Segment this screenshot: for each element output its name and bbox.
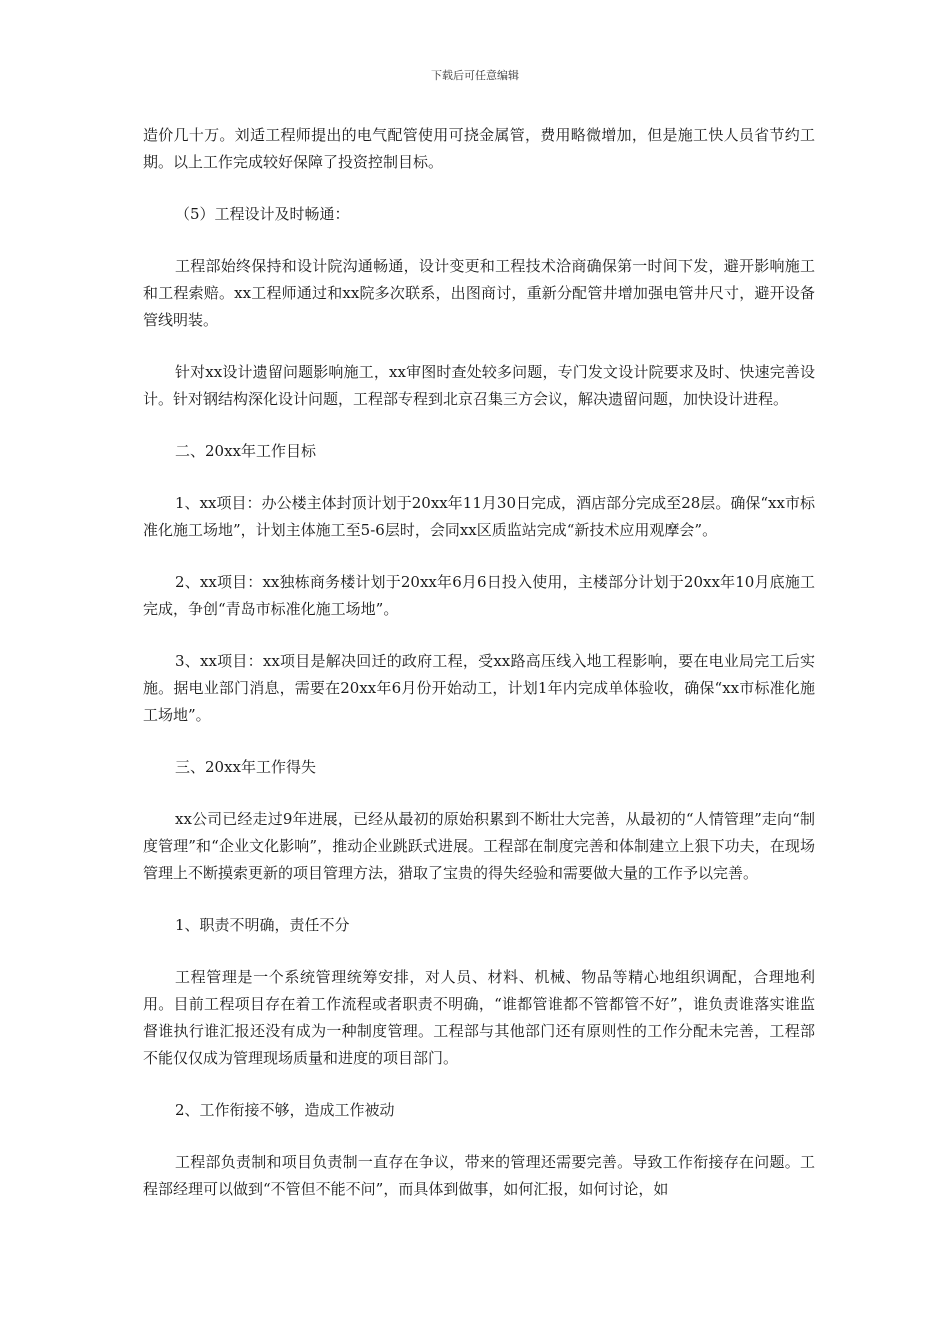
section-heading: 三、20xx年工作得失	[175, 758, 317, 776]
subheading: 1、职责不明确，责任不分	[175, 916, 350, 934]
section-heading: 二、20xx年工作目标	[175, 442, 317, 460]
subheading: （5）工程设计及时畅通：	[175, 205, 350, 223]
document-body	[143, 122, 815, 1228]
paragraph: 针对xx设计遗留问题影响施工，xx审图时查处较多问题，专门发文设计院要求及时、快速完善设计。针对钢结构深化设计问题，工程部专程到北京召集三方会议，解决遗留问题，加快设计进程。	[143, 363, 815, 408]
paragraph: 2、xx项目：xx独栋商务楼计划于20xx年6月6日投入使用，主楼部分计划于20xx年10月底施工完成，争创“青岛市标准化施工场地”。	[143, 573, 815, 618]
subheading: 2、工作衔接不够，造成工作被动	[175, 1101, 395, 1119]
paragraph: 工程部负责制和项目负责制一直存在争议，带来的管理还需要完善。导致工作衔接存在问题。工程部经理可以做到“不管但不能不问”，而具体到做事，如何汇报，如何讨论，如	[143, 1153, 815, 1198]
paragraph: 造价几十万。刘适工程师提出的电气配管使用可挠金属管，费用略微增加，但是施工快人员省节约工期。以上工作完成较好保障了投资控制目标。	[143, 126, 815, 171]
paragraph: 3、xx项目：xx项目是解决回迁的政府工程，受xx路高压线入地工程影响，要在电业局完工后实施。据电业部门消息，需要在20xx年6月份开始动工，计划1年内完成单体验收，确保“xx市标准化施工场地”。	[143, 652, 815, 724]
paragraph: 工程管理是一个系统管理统筹安排，对人员、材料、机械、物品等精心地组织调配，合理地利用。目前工程项目存在着工作流程或者职责不明确，“谁都管谁都不管都管不好”，谁负责谁落实谁监督谁执行谁汇报还没有成为一种制度管理。工程部与其他部门还有原则性的工作分配未完善，工程部不能仅仅成为管理现场质量和进度的项目部门。	[143, 968, 815, 1067]
paragraph: 工程部始终保持和设计院沟通畅通，设计变更和工程技术洽商确保第一时间下发，避开影响施工和工程索赔。xx工程师通过和xx院多次联系，出图商讨，重新分配管井增加强电管井尺寸，避开设备管线明装。	[143, 257, 815, 329]
page-header: 下载后可任意编辑	[431, 69, 519, 82]
paragraph: xx公司已经走过9年进展，已经从最初的原始积累到不断壮大完善，从最初的“人情管理”走向“制度管理”和“企业文化影响”，推动企业跳跃式进展。工程部在制度完善和体制建立上狠下功夫，在现场管理上不断摸索更新的项目管理方法，猎取了宝贵的得失经验和需要做大量的工作予以完善。	[143, 810, 815, 882]
paragraph: 1、xx项目：办公楼主体封顶计划于20xx年11月30日完成，酒店部分完成至28层。确保“xx市标准化施工场地”，计划主体施工至5-6层时，会同xx区质监站完成“新技术应用观摩会”。	[143, 494, 815, 539]
